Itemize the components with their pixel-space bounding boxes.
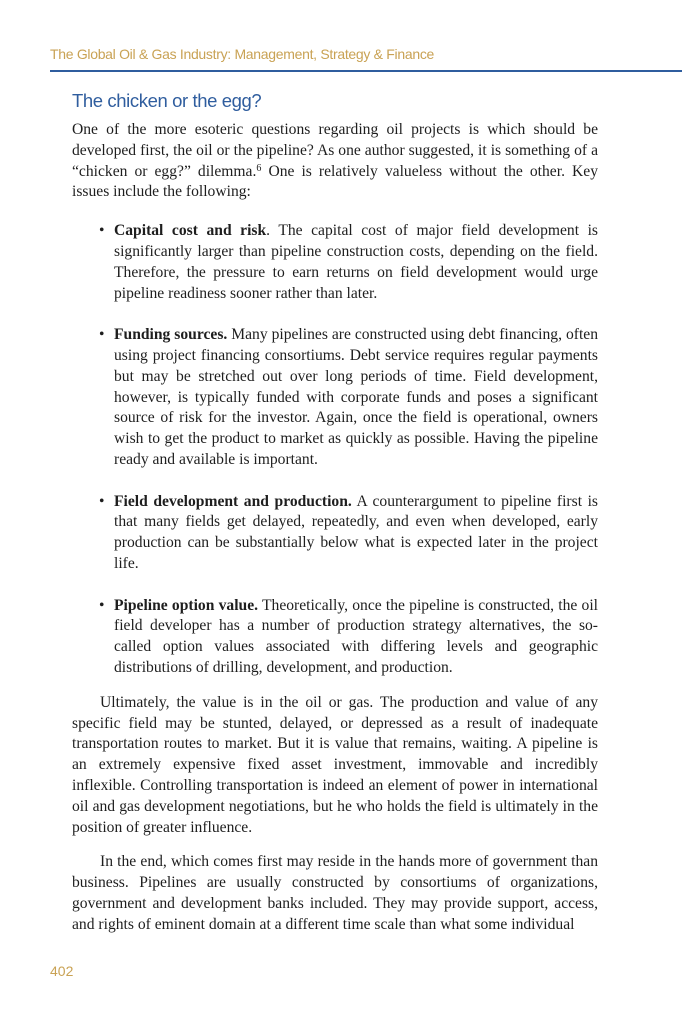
- list-item-text: Theoretically, once the pipeline is constructed, the oil field developer has a number of production strategy alternatives, the so-called option values associated with differing levels and geographic distributions of drilling, development, and production.: [114, 596, 598, 676]
- body-paragraph: In the end, which comes first may reside in the hands more of government than business. Pipelines are usually constructed by consortiums of organizations, government and development banks included. They may provide support, access, and rights of eminent domain at a different time scale than what some individual: [72, 853, 598, 933]
- body-paragraph: Ultimately, the value is in the oil or gas. The production and value of any specific field may be stunted, delayed, or depressed as a result of inadequate transportation routes to market. But it is value that remains, waiting. A pipeline is an extremely expensive fixed asset investment, immovable and incredibly inflexible. Controlling transportation is indeed an element of power in international oil and gas development negotiations, but he who holds the field is ultimately in the position of greater influence.: [72, 693, 598, 836]
- header-rule: [50, 70, 682, 72]
- list-item-field-development: [99, 492, 598, 575]
- page-number: 402: [50, 963, 74, 979]
- list-item-term: Pipeline option value.: [114, 596, 259, 614]
- bullet-icon: •: [99, 596, 105, 614]
- key-issues-list: [72, 221, 598, 679]
- list-item-funding-sources: [99, 325, 599, 471]
- list-item-text: Many pipelines are constructed using debt financing, often using project financing consortiums. Debt service requires regular payments but may be stretched out over long periods of time. Field development, however, is typically funded with corporate funds and poses a significant source of risk for the investor. Again, once the field is operational, owners wish to get the product to market as quickly as possible. Having the pipeline ready and available is important.: [114, 326, 599, 468]
- intro-paragraph: [72, 120, 598, 203]
- bullet-icon: •: [99, 326, 105, 344]
- bullet-icon: •: [99, 222, 105, 240]
- list-item-pipeline-option-value: [99, 596, 598, 679]
- page-body: [72, 90, 598, 935]
- intro-text-continued: One is relatively valueless without the other. Key issues include the following:: [72, 162, 598, 201]
- list-item-text: . The capital cost of major field development is significantly larger than pipeline construction costs, depending on the field. Therefore, the pressure to earn returns on field development would urge pipeline readiness sooner rather than later.: [114, 222, 599, 302]
- footnote-ref: 6: [256, 162, 262, 174]
- list-item-term: Capital cost and risk: [114, 222, 267, 240]
- intro-text: One of the more esoteric questions regarding oil projects is which should be developed first, the oil or the pipeline? As one author suggested, it is something of a “chicken or egg?” dilemma.: [72, 121, 598, 180]
- list-item-capital-cost: [99, 221, 599, 304]
- list-item-text: A counterargument to pipeline first is that many fields get delayed, repeatedly, and even when developed, early production can be substantially below what is expected later in the project life.: [114, 492, 598, 572]
- list-item-term: Field development and production.: [114, 492, 352, 510]
- section-title: The chicken or the egg?: [72, 90, 262, 111]
- bullet-icon: •: [99, 492, 105, 510]
- list-item-term: Funding sources.: [114, 326, 228, 344]
- running-head: The Global Oil & Gas Industry: Management, Strategy & Finance: [50, 46, 435, 62]
